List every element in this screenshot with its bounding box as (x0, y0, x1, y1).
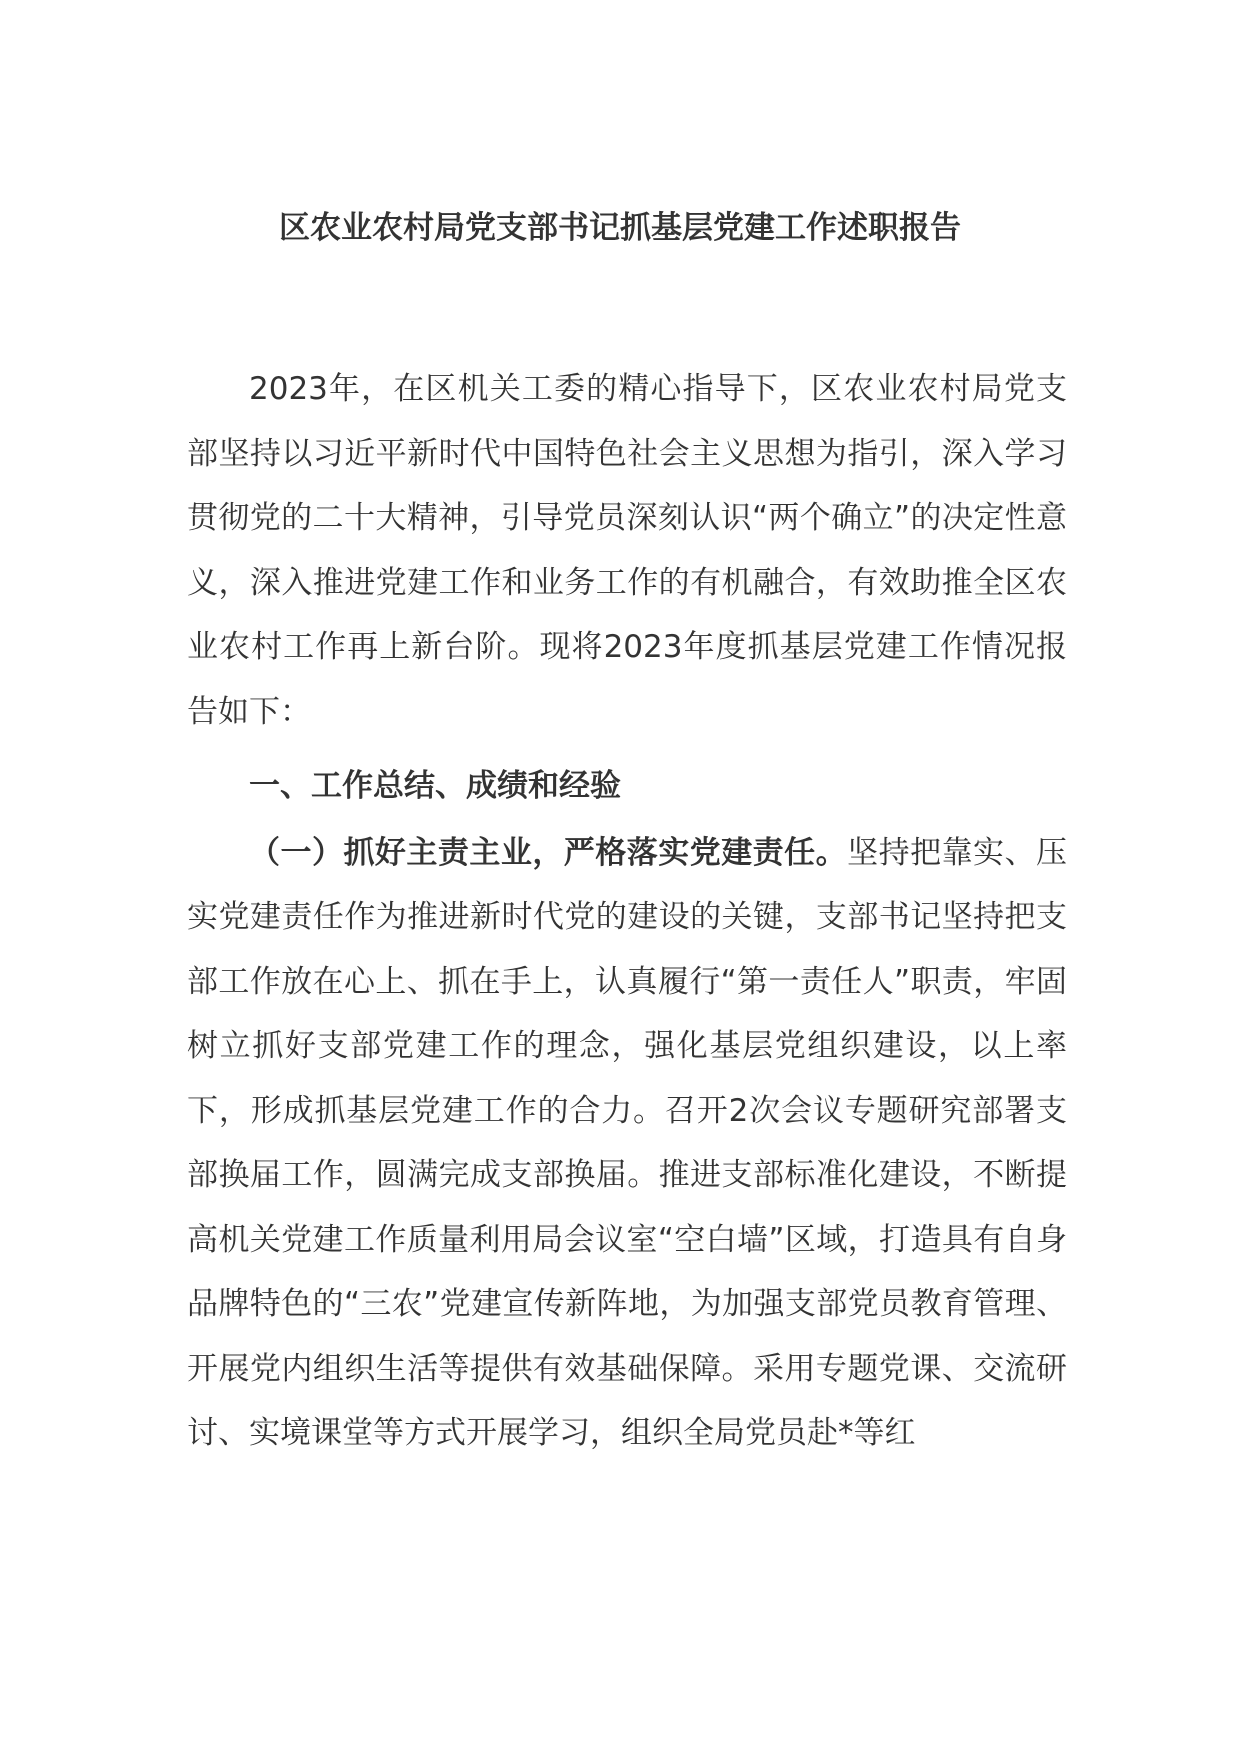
document-title: 区农业农村局党支部书记抓基层党建工作述职报告 (279, 210, 961, 246)
document-body (187, 357, 1067, 1466)
subsection-paragraph-1 (187, 821, 1067, 1466)
subsection-text-1: 坚持把靠实、压实党建责任作为推进新时代党的建设的关键，支部书记坚持把支部工作放在心上、抓在手上，认真履行“第一责任人”职责，牢固树立抓好支部党建工作的理念，强化基层党组织建设，以上率下，形成抓基层党建工作的合力。召开2次会议专题研究部署支部换届工作，圆满完成支部换届。推进支部标准化建设，不断提高机关党建工作质量利用局会议室“空白墙”区域，打造具有自身品牌特色的“三农”党建宣传新阵地，为加强支部党员教育管理、开展党内组织生活等提供有效基础保障。采用专题党课、交流研讨、实境课堂等方式开展学习，组织全局党员赴*等红 (187, 834, 1068, 1451)
subsection-lead-1: （一）抓好主责主业，严格落实党建责任。 (249, 834, 848, 871)
intro-paragraph: 2023年，在区机关工委的精心指导下，区农业农村局党支部坚持以习近平新时代中国特色社会主义思想为指引，深入学习贯彻党的二十大精神，引导党员深刻认识“两个确立”的决定性意义，深入推进党建工作和业务工作的有机融合，有效助推全区农业农村工作再上新台阶。现将2023年度抓基层党建工作情况报告如下： (187, 371, 1067, 730)
section-heading-1: 一、工作总结、成绩和经验 (249, 768, 621, 804)
